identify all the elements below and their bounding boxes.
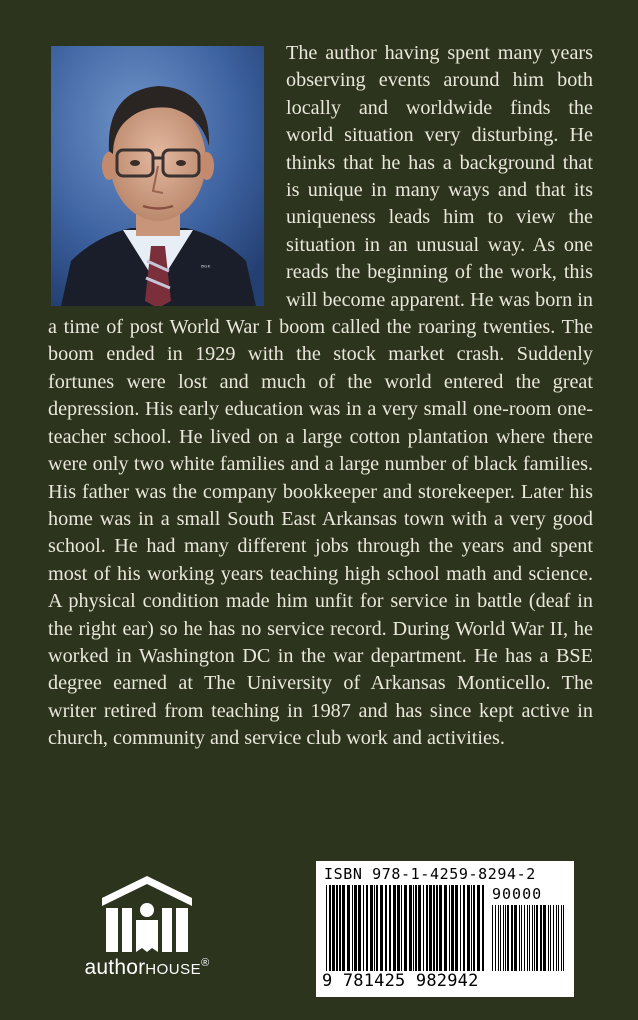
- ean-barcode-bars: [326, 885, 486, 971]
- wordmark-house: HOUSE: [145, 961, 202, 978]
- publisher-wordmark: [62, 956, 232, 980]
- price-code: 90000: [492, 885, 543, 903]
- biography-text: The author having spent many years observing events around him both locally and worldwide finds the world situation very disturbing. He thinks that he has a background that is unique in many ways and that its uniqueness leads him to view the situation in an unusual way. As one reads the beginning of the work, this will become apparent. He was born in a time of post World War I boom called the roaring twenties. The boom ended in 1929 with the stock market crash. Suddenly fortunes were lost and much of the world entered the great depression. His early education was in a very small one-room one-teacher school. He lived on a large cotton plantation where there were only two white families and a large number of black families. His father was the company bookkeeper and storekeeper. Later his home was in a small South East Arkansas town with a very good school. He had many different jobs through the years and spent most of his working years teaching high school math and science. A physical condition made him unfit for service in battle (deaf in the right ear) so he has no service record. During World War II, he worked in Washington DC in the war department. He has a BSE degree earned at The University of Arkansas Monticello. The writer retired from teaching in 1987 and has since kept active in church, community and service club work and activities.: [48, 42, 593, 750]
- ean-digits: 9 781425 982942: [322, 971, 479, 991]
- wordmark-author: author: [84, 956, 146, 979]
- author-biography: [48, 40, 593, 753]
- isbn-barcode: [316, 861, 574, 997]
- svg-text:ᴮᴳᴷ: ᴮᴳᴷ: [201, 264, 211, 272]
- photo-spacer: [48, 40, 286, 308]
- authorhouse-house-icon: [62, 870, 232, 956]
- publisher-logo: [62, 870, 232, 990]
- registered-mark: ®: [201, 957, 210, 969]
- addon-barcode-bars: [492, 905, 566, 971]
- isbn-label: ISBN 978-1-4259-8294-2: [324, 865, 536, 883]
